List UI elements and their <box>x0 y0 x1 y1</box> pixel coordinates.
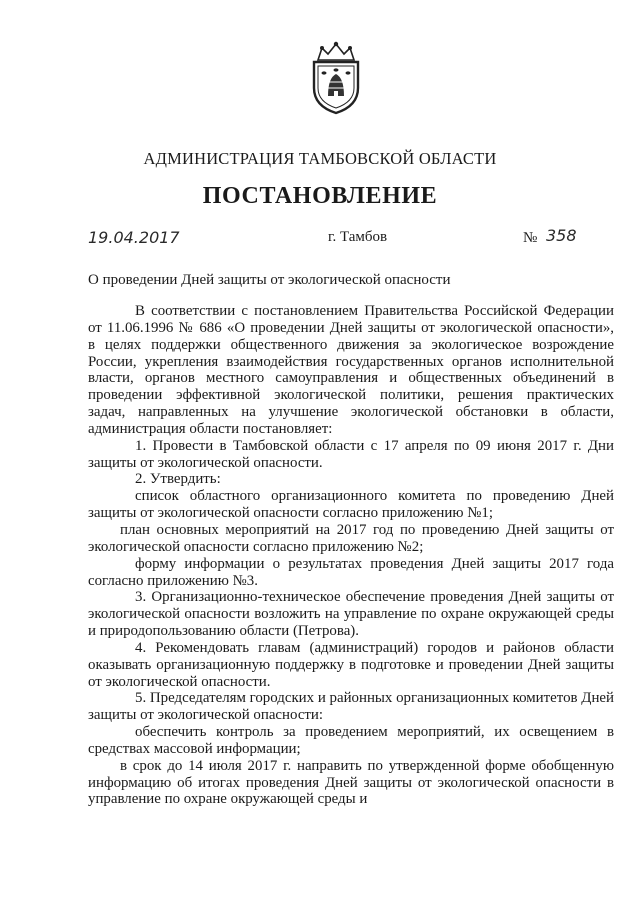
document-subject: О проведении Дней защиты от экологической опасности <box>88 272 451 288</box>
intro-line: власти, органов местного самоуправления и общественных объединений в <box>88 370 614 387</box>
intro-line: задач, направленных на улучшение экологической обстановки в области, <box>88 404 614 421</box>
intro-line: администрация области постановляет: <box>88 420 333 437</box>
intro-paragraph <box>88 303 614 438</box>
paragraph-5: 5. Председателям городских и районных организационных комитетов Дней защиты от экологической опасности: <box>88 690 614 724</box>
intro-line: от 11.06.1996 № 686 «О проведении Дней защиты от экологической опасности», <box>88 319 614 336</box>
paragraph-2b: план основных мероприятий на 2017 год по проведению Дней защиты от экологической опасности согласно приложению №2; <box>88 521 614 555</box>
organization-title: АДМИНИСТРАЦИЯ ТАМБОВСКОЙ ОБЛАСТИ <box>143 149 497 168</box>
paragraph-2a: список областного организационного комитета по проведению Дней защиты от экологической опасности согласно приложению №1; <box>88 488 614 522</box>
document-body <box>88 303 614 808</box>
paragraph-2c: форму информации о результатах проведения Дней защиты 2017 года согласно приложению №3. <box>88 555 614 589</box>
intro-line: в целях поддержки общественного движения за экологическое возрождение <box>88 336 614 353</box>
paragraph-2: 2. Утвердить: <box>135 471 221 488</box>
city-label: г. Тамбов <box>328 229 388 245</box>
intro-line: проведении эффективной экологической политики, решения практических <box>88 387 614 404</box>
paragraph-4: 4. Рекомендовать главам (администраций) городов и районов области оказывать организационную поддержку в подготовке и проведении Дней защиты от экологической опасности. <box>88 639 614 690</box>
document-date: 19.04.2017 <box>88 228 180 247</box>
paragraph-1: 1. Провести в Тамбовской области с 17 апреля по 09 июня 2017 г. Дни защиты от экологической опасности. <box>88 437 614 471</box>
intro-line: В соответствии с постановлением Правительства Российской Федерации <box>135 303 614 319</box>
document-number: 358 <box>546 226 577 245</box>
intro-line: России, укрепления взаимодействия государственных органов исполнительной <box>88 353 614 370</box>
paragraph-5b: в срок до 14 июля 2017 г. направить по утвержденной форме обобщенную информацию об итогах проведения Дней защиты от экологической опасности в управление по охране окружающей среды и <box>88 757 614 808</box>
document-type-heading: ПОСТАНОВЛЕНИЕ <box>202 183 438 209</box>
paragraph-3: 3. Организационно-техническое обеспечение проведения Дней защиты от экологической опасности возложить на управление по охране окружающей среды и природопользованию области (Петрова). <box>88 589 614 640</box>
paragraph-5a: обеспечить контроль за проведением мероприятий, их освещением в средствах массовой информации; <box>88 724 614 757</box>
document-number-label: № <box>523 230 538 246</box>
coat-of-arms-icon <box>306 40 366 116</box>
